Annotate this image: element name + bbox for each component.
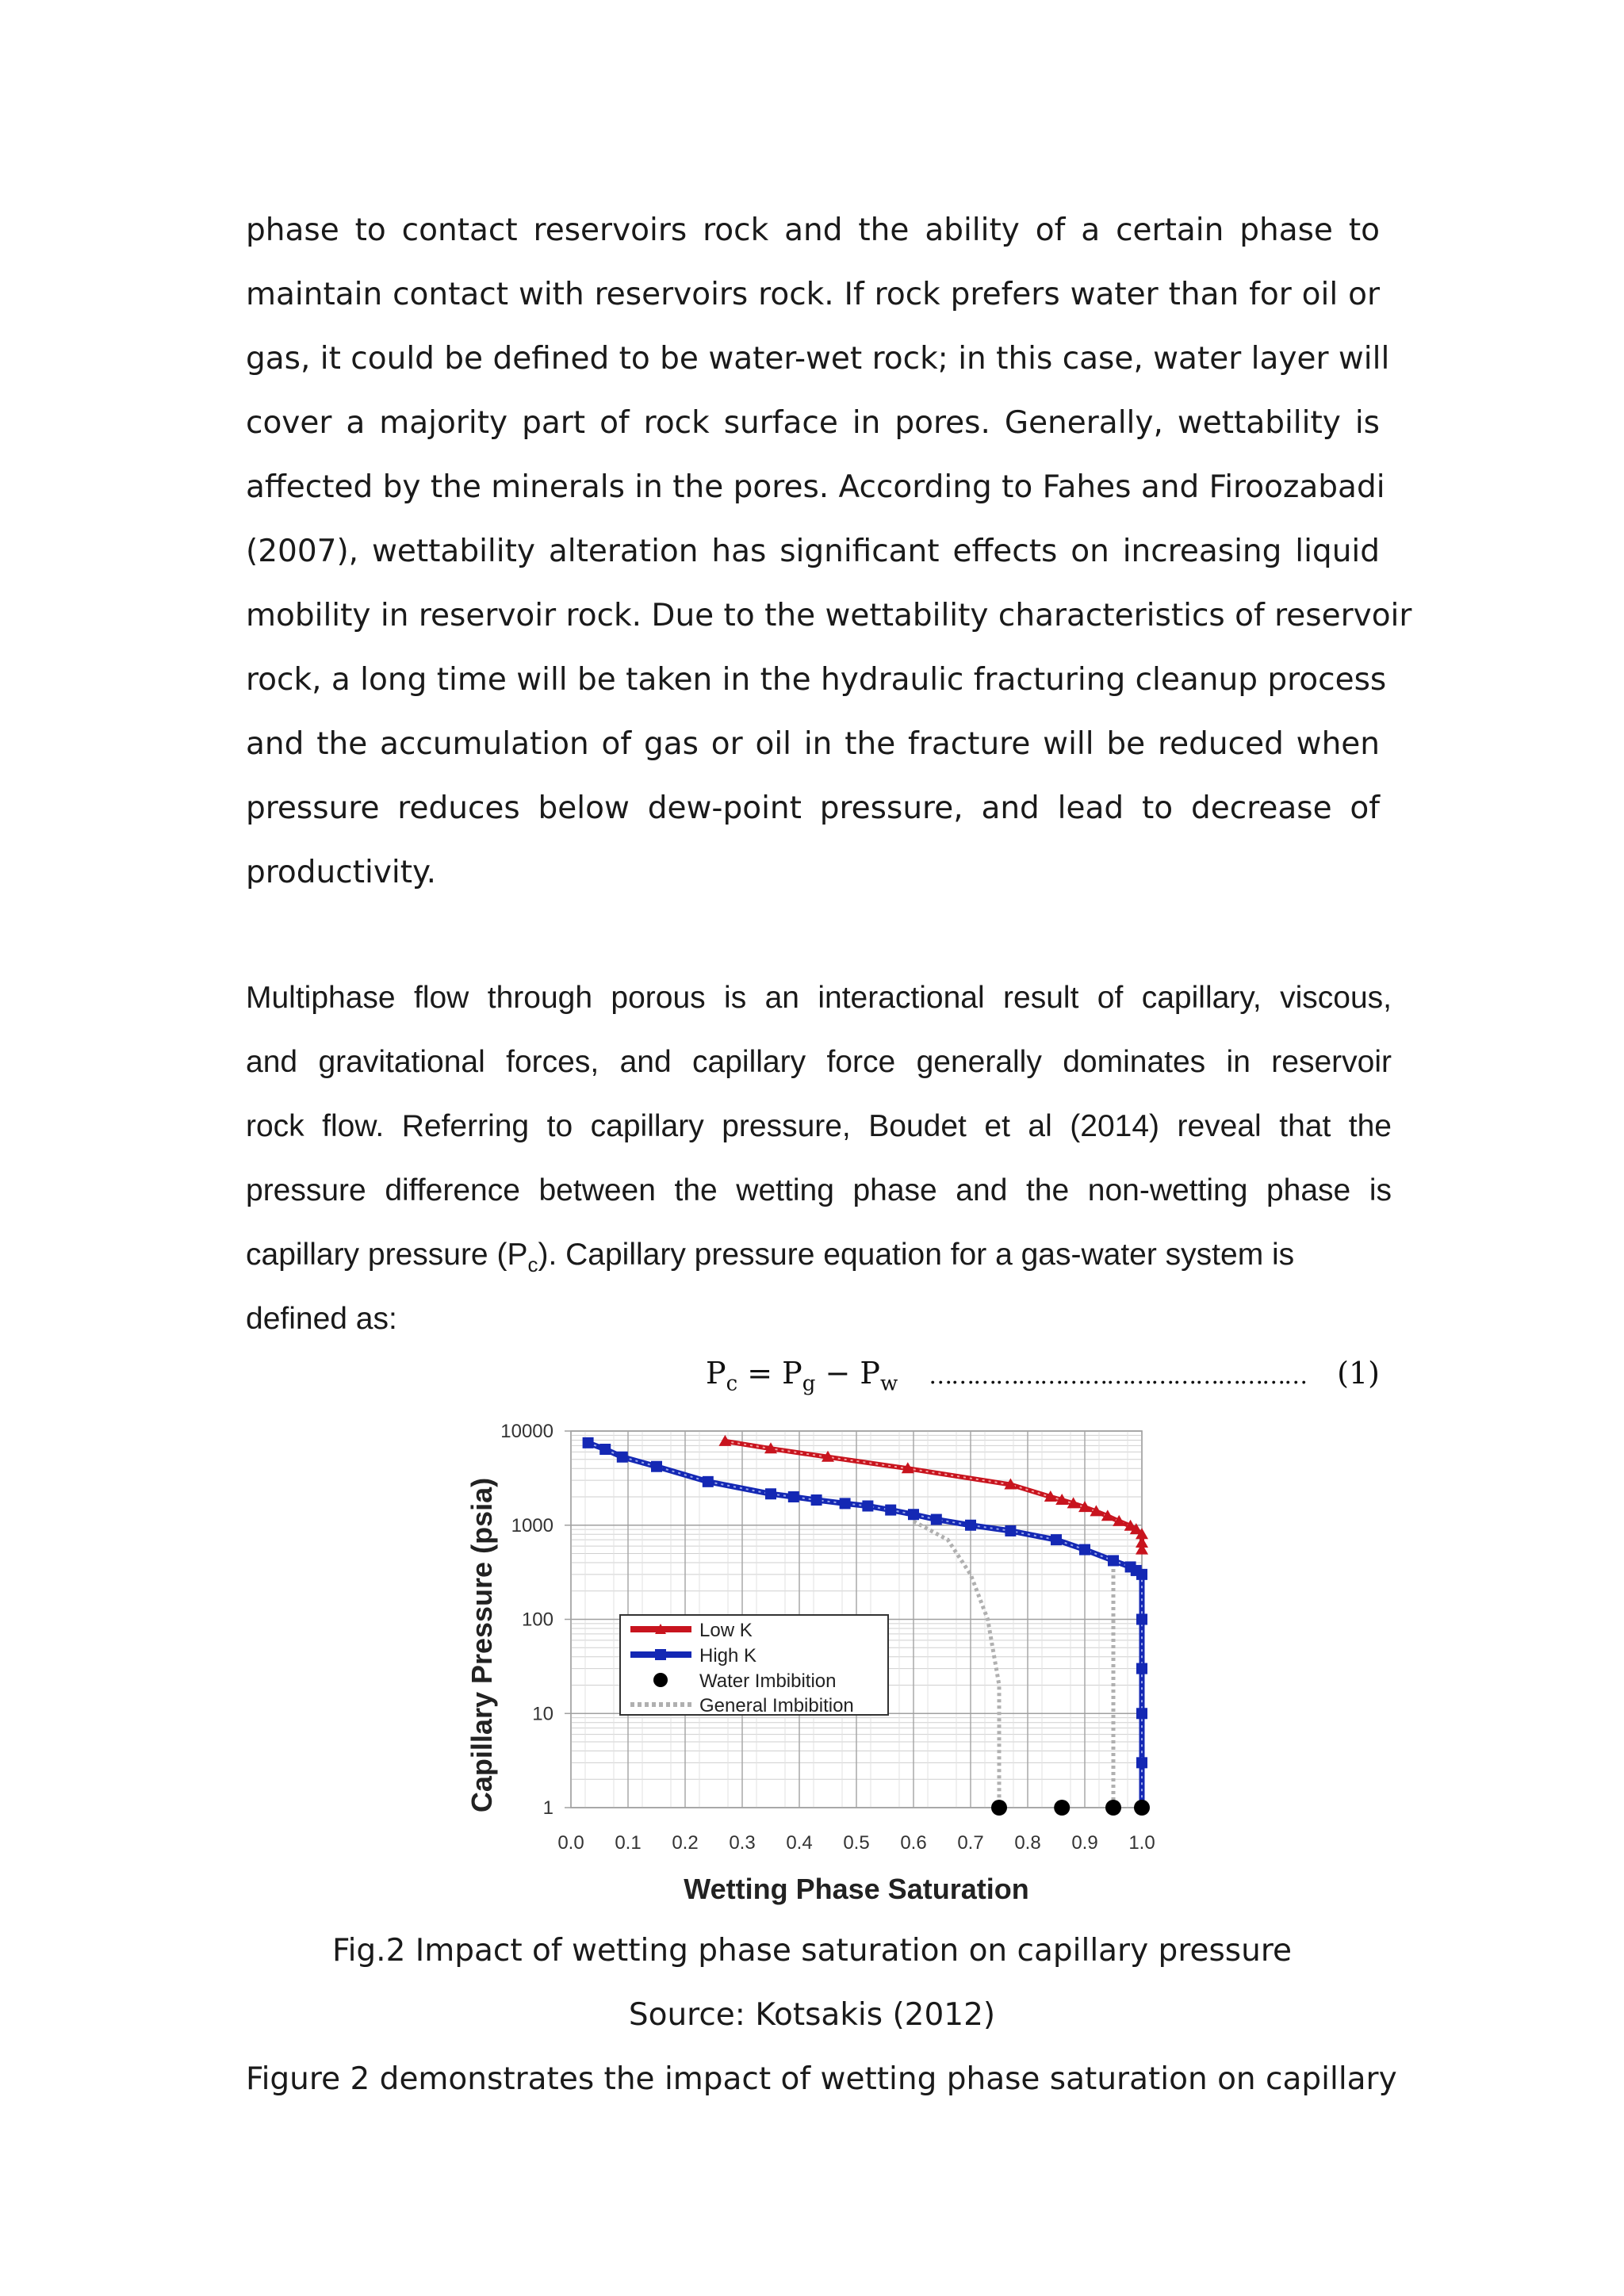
legend-label-high-k: High K <box>699 1645 757 1667</box>
text-line: cover a majority part of rock surface in pores. Generally, wettability is <box>246 405 1380 441</box>
data-point-high-k <box>1136 1757 1147 1768</box>
text-line: (2007), wettability alteration has significant effects on increasing liquid <box>246 534 1380 569</box>
data-point-high-k <box>599 1444 611 1455</box>
x-axis-label: Wetting Phase Saturation <box>684 1873 1029 1905</box>
data-point-high-k <box>703 1476 714 1487</box>
x-tick-label: 0.9 <box>1071 1832 1098 1854</box>
eq-sub: c <box>726 1372 738 1396</box>
data-point-high-k <box>617 1452 628 1463</box>
x-tick-label: 0.2 <box>672 1832 699 1854</box>
eq-sub: w <box>879 1372 898 1396</box>
capillary-pressure-chart <box>460 1407 1174 1915</box>
paragraph-1 <box>246 198 1412 905</box>
data-point-water-imbibition <box>1105 1800 1121 1816</box>
data-point-high-k <box>583 1437 594 1448</box>
data-point-high-k <box>1136 1614 1147 1625</box>
y-axis-label: Capillary Pressure (psia) <box>465 1477 498 1813</box>
data-point-high-k <box>788 1491 799 1502</box>
eq-term: P <box>706 1356 726 1391</box>
legend-label-general-imbibition: General Imbibition <box>699 1695 854 1716</box>
equation-dots: …………………………………………… <box>929 1362 1307 1390</box>
data-point-high-k <box>885 1505 896 1516</box>
data-point-high-k <box>1005 1525 1016 1536</box>
text-fragment: ). Capillary pressure equation for a gas-water system is <box>538 1238 1295 1272</box>
legend-label-low-k: Low K <box>699 1620 753 1641</box>
text-line: Multiphase flow through porous is an interactional result of capillary, viscous, <box>246 981 1392 1015</box>
legend-marker-water-imbibition <box>653 1673 668 1687</box>
text-line: mobility in reservoir rock. Due to the wettability characteristics of reservoir <box>246 598 1412 633</box>
subscript: c <box>527 1252 538 1276</box>
legend <box>620 1615 888 1716</box>
x-tick-label: 0.5 <box>843 1832 870 1854</box>
eq-term: P <box>860 1356 880 1391</box>
text-line: pressure reduces below dew-point pressure, and lead to decrease of <box>246 790 1380 826</box>
data-point-high-k <box>931 1514 942 1525</box>
data-point-high-k <box>1136 1663 1147 1674</box>
y-tick-label: 1 <box>542 1797 553 1819</box>
y-tick-label: 100 <box>521 1609 553 1631</box>
paragraph-3 <box>246 2047 1397 2111</box>
y-tick-label: 10 <box>532 1703 553 1725</box>
chart-svg <box>460 1407 1174 1915</box>
text-line <box>246 1223 1380 1287</box>
eq-symbol: = <box>737 1356 783 1391</box>
x-tick-label: 0.0 <box>557 1832 584 1854</box>
text-line: phase to contact reservoirs rock and the ability of a certain phase to <box>246 212 1380 248</box>
equation-number: (1) <box>1337 1356 1380 1391</box>
text-line: affected by the minerals in the pores. According to Fahes and Firoozabadi <box>246 469 1385 505</box>
data-point-high-k <box>862 1501 873 1512</box>
data-point-high-k <box>1136 1708 1147 1719</box>
equation-1 <box>706 1356 1380 1396</box>
x-tick-label: 1.0 <box>1128 1832 1155 1854</box>
data-point-high-k <box>651 1461 662 1472</box>
x-tick-label: 0.8 <box>1014 1832 1041 1854</box>
text-line: defined as: <box>246 1302 397 1336</box>
text-line: productivity. <box>246 855 436 890</box>
data-point-water-imbibition <box>1054 1800 1070 1816</box>
x-tick-label: 0.6 <box>900 1832 927 1854</box>
text-line: pressure difference between the wetting phase and the non-wetting phase is <box>246 1173 1392 1207</box>
legend-marker-high-k <box>655 1649 666 1660</box>
text-line: rock, a long time will be taken in the hydraulic fracturing cleanup process <box>246 662 1387 698</box>
x-tick-label: 0.7 <box>957 1832 984 1854</box>
text-line: Figure 2 demonstrates the impact of wetting phase saturation on capillary <box>246 2061 1397 2097</box>
text-line: gas, it could be defined to be water-wet rock; in this case, water layer will <box>246 341 1390 377</box>
data-point-high-k <box>765 1488 776 1499</box>
text-line: maintain contact with reservoirs rock. If rock prefers water than for oil or <box>246 277 1380 312</box>
eq-symbol: − <box>815 1356 860 1391</box>
data-point-high-k <box>811 1494 822 1506</box>
x-tick-label: 0.1 <box>615 1832 642 1854</box>
text-line: and the accumulation of gas or oil in the fracture will be reduced when <box>246 726 1380 762</box>
paragraph-2 <box>246 966 1392 1351</box>
text-line: rock flow. Referring to capillary pressure, Boudet et al (2014) reveal that the <box>246 1109 1392 1143</box>
y-tick-label: 1000 <box>511 1514 553 1536</box>
eq-term: P <box>782 1356 802 1391</box>
text-fragment: capillary pressure (P <box>246 1238 528 1272</box>
data-point-high-k <box>1079 1544 1090 1556</box>
x-tick-label: 0.4 <box>786 1832 813 1854</box>
text-line: and gravitational forces, and capillary force generally dominates in reservoir <box>246 1045 1392 1079</box>
data-point-high-k <box>1136 1569 1147 1580</box>
data-point-high-k <box>908 1509 919 1520</box>
data-point-high-k <box>965 1520 976 1531</box>
data-point-water-imbibition <box>1134 1800 1150 1816</box>
data-point-high-k <box>1051 1534 1062 1545</box>
legend-label-water-imbibition: Water Imbibition <box>699 1670 837 1692</box>
figure-source: Source: Kotsakis (2012) <box>628 1997 996 2033</box>
data-point-high-k <box>1108 1555 1119 1566</box>
data-point-high-k <box>840 1498 851 1509</box>
figure-caption: Fig.2 Impact of wetting phase saturation on capillary pressure <box>331 1933 1293 1969</box>
equation-expression <box>706 1356 898 1396</box>
y-tick-label: 10000 <box>500 1421 553 1442</box>
x-tick-label: 0.3 <box>729 1832 756 1854</box>
data-point-water-imbibition <box>991 1800 1007 1816</box>
eq-sub: g <box>802 1372 816 1396</box>
